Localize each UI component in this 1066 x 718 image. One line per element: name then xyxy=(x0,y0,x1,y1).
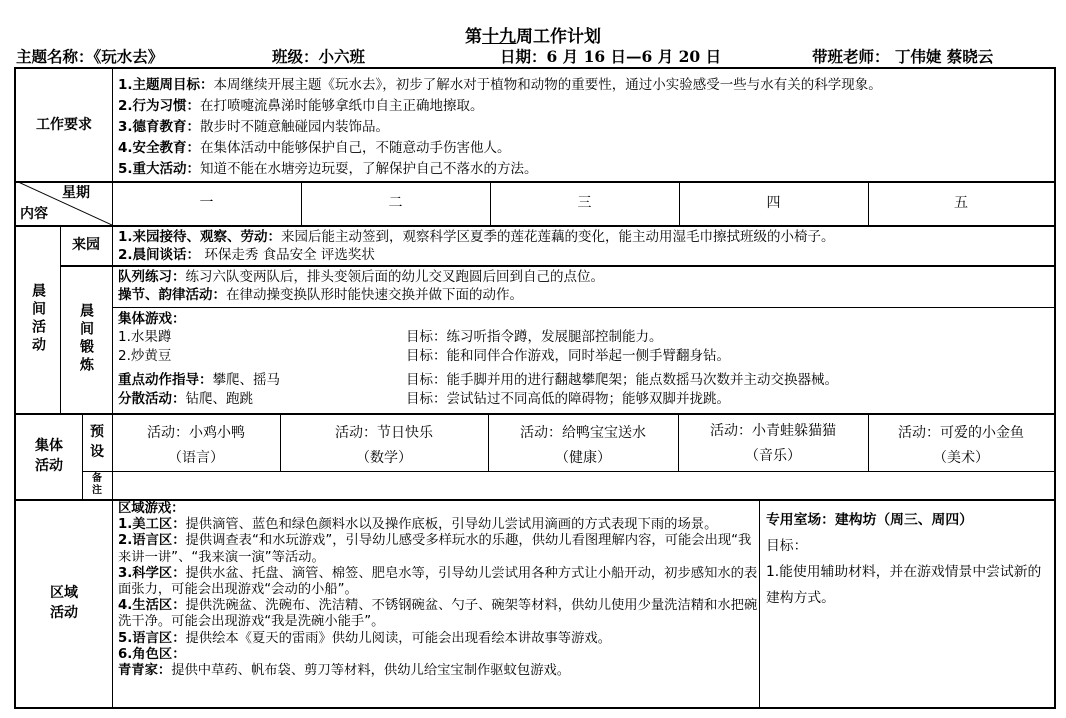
work-requirements: 1.主题周目标：本周继续开展主题《玩水去》，初步了解水对于植物和动物的重要性，通过小实验感受一些与水有关的科学现象。 2.行为习惯：在打喷嚏流鼻涕时能够拿纸巾自主正确地擦取。 3.德育教育：散步时不随意触碰园内装饰品。 4.安全教育：在集体活动中能够保护自己，不随意动手伤害他人。 5.重大活动：知道不能在水塘旁边玩耍，了解保护自己不落水的方法。 xyxy=(118,77,882,177)
date-range: 日期：6 月 16 日—6 月 20 日 xyxy=(500,47,722,66)
work-requirements-label: 工作要求 xyxy=(36,117,92,133)
activity-mon: 活动：小鸡小鸭 （语言） xyxy=(147,425,245,466)
day-4: 四 xyxy=(766,195,781,211)
theme-name: 主题名称：《玩水去》 xyxy=(16,47,164,66)
day-2: 二 xyxy=(388,195,403,211)
corner-weekday: 星期 xyxy=(62,185,90,201)
arrival-label: 来园 xyxy=(72,237,100,253)
activity-tue: 活动：节日快乐 （数学） xyxy=(335,425,433,466)
area-games: 区域游戏： 1.美工区：提供滴管、蓝色和绿色颜料水以及操作底板，引导幼儿尝试用滴画的方式表现下雨的场景。 2.语言区：提供调查表“和水玩游戏”，引导幼儿感受多样玩水的乐趣，供幼儿看图理解内容，可能会出现“我来讲一讲”、“我来演一演”等活动。 3.科学区：提供水盆、托盘、滴管、棉签、肥皂水等，引导幼儿尝试用各种方式让小船开动，初步感知水的表面张力，可能会出现游戏“会动的小船”。 4.生活区：提供洗碗盆、洗碗布、洗洁精、不锈钢碗盆、勺子、碗架等材料，供幼儿使用少量洗洁精和水把碗洗干净。可能会出现游戏“我是洗碗小能手”。 5.语言区：提供绘本《夏天的雷雨》供幼儿阅读，可能会出现看绘本讲故事等游戏。 6.角色区： 青青家：提供中草药、帆布袋、剪刀等材料，供幼儿给宝宝制作驱蚊包游戏。 xyxy=(118,501,758,679)
activity-wed: 活动：给鸭宝宝送水 （健康） xyxy=(520,425,646,466)
game-1: 1.水果蹲 xyxy=(118,329,172,345)
morning-label: 晨间活动 xyxy=(30,283,46,355)
group-games: 集体游戏： 1.水果蹲 目标：练习听指令蹲，发展腿部控制能力。 2.炒黄豆 目标：能和同伴合作游戏，同时举起一侧手臂翻身钻。 重点动作指导：攀爬、摇马 目标：能手脚并用的进行翻越攀爬架；能点数摇马次数并主动交换器械。 分散活动：钻爬、跑跳 目标：尝试钻过不同高低的障碍物；能够双脚并拢跳。 xyxy=(118,311,838,407)
group-activity-label: 集体活动 xyxy=(35,438,63,474)
day-5: 五 xyxy=(954,195,968,211)
class-name: 班级：小六班 xyxy=(272,47,366,66)
queue-rhythm: 队列练习：练习六队变两队后，排头变领后面的幼儿交叉跑圆后回到自己的点位。 操节、韵律活动：在律动操变换队形时能快速交换并做下面的动作。 xyxy=(118,269,604,303)
day-1: 一 xyxy=(199,195,214,211)
day-3: 三 xyxy=(577,195,592,211)
note-label: 备注 xyxy=(92,473,102,496)
activity-fri: 活动：可爱的小金鱼 （美术） xyxy=(898,425,1024,466)
arrival-content: 1.来园接待、观察、劳动：来园后能主动签到，观察科学区夏季的莲花莲藕的变化，能主动用湿毛巾擦拭班级的小椅子。 2.晨间谈话： 环保走秀 食品安全 评选奖状 xyxy=(118,229,835,263)
special-room: 专用室场：建构坊（周三、周四） 目标： 1.能使用辅助材料，并在游戏情景中尝试新的建构方式。 xyxy=(766,512,1042,606)
page-title: 第十九周工作计划 xyxy=(465,27,601,47)
activity-thu: 活动：小青蛙躲猫猫 （音乐） xyxy=(710,423,836,464)
plan-table xyxy=(14,67,1056,709)
teachers: 带班老师： 丁伟婕 蔡晓云 xyxy=(812,47,994,66)
exercise-label: 晨间锻炼 xyxy=(78,303,94,375)
game-2: 2.炒黄豆 xyxy=(118,348,172,364)
preset-label: 预设 xyxy=(90,424,104,460)
area-activity-label: 区域活动 xyxy=(50,585,78,621)
corner-content: 内容 xyxy=(20,206,48,222)
week-number: 十九 xyxy=(482,27,516,47)
